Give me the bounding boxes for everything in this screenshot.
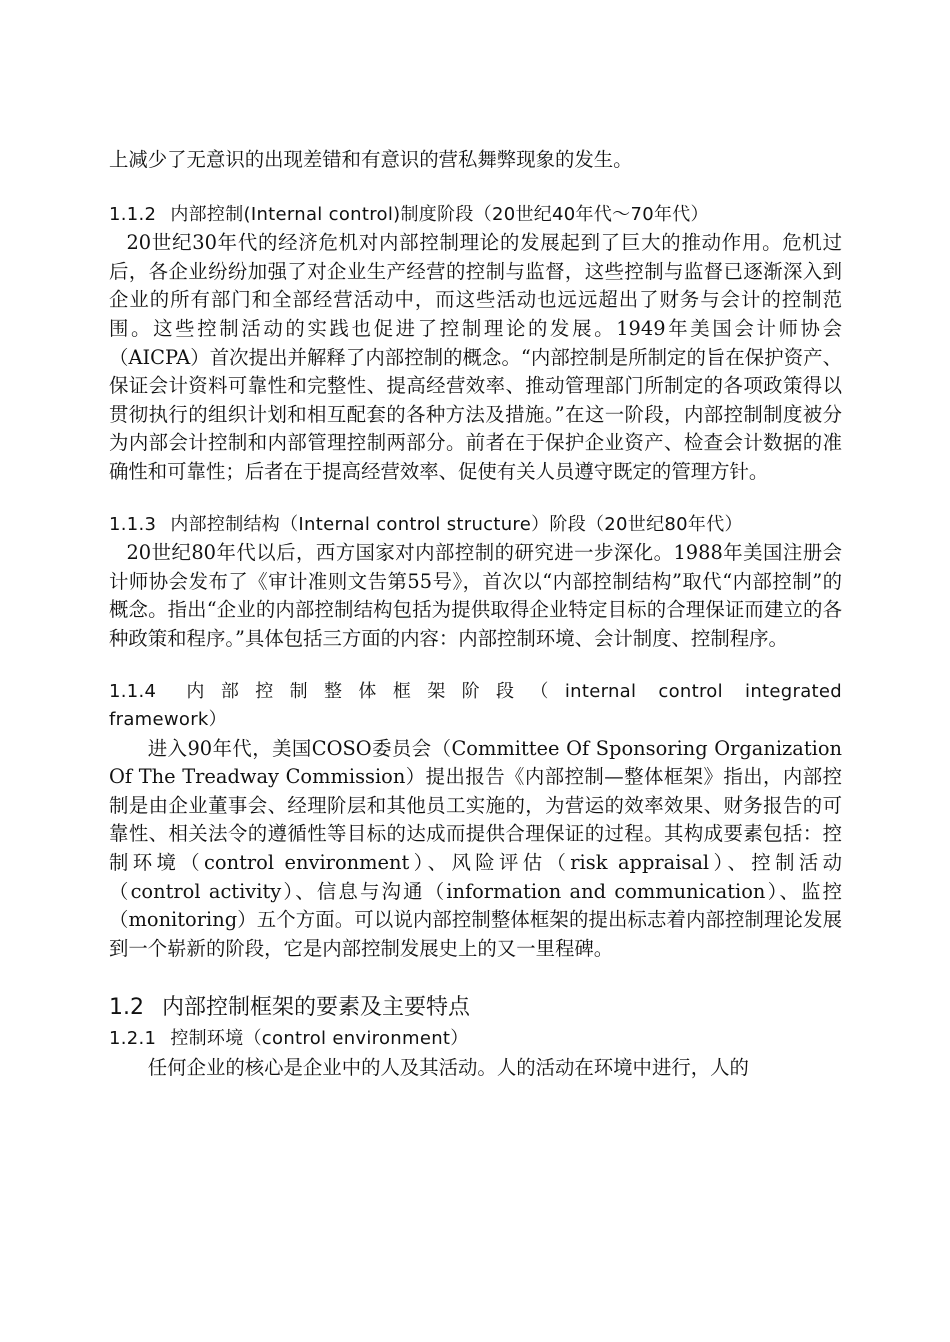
section-title: 内部控制(Internal control)制度阶段（20世纪40年代～70年代）	[170, 203, 709, 225]
section-body-1-1-4: 进入90年代，美国COSO委员会（Committee Of Sponsoring Organization Of The Treadway Commission）提出报告《内部控制—整体框架》指出，内部控制是由企业董事会、经理阶层和其他员工实施的，为营运的效率效果、财务报告的可靠性、相关法令的遵循性等目标的达成而提供合理保证的过程。其构成要素包括：控制环境（control environment）、风险评估（risk appraisal）、控制活动（control activity）、信息与沟通（information and communication）、监控（monitoring）五个方面。可以说内部控制整体框架的提出标志着内部控制理论发展到一个崭新的阶段，它是内部控制发展史上的又一里程碑。	[109, 736, 842, 960]
section-heading-1-1-4	[109, 678, 842, 735]
section-heading-1-1-3	[109, 511, 842, 540]
continuation-paragraph: 上减少了无意识的出现差错和有意识的营私舞弊现象的发生。	[109, 148, 633, 171]
section-body-1-1-2: 20世纪30年代的经济危机对内部控制理论的发展起到了巨大的推动作用。危机过后，各企业纷纷加强了对企业生产经营的控制与监督，这些控制与监督已逐渐深入到企业的所有部门和全部经营活动中，而这些活动也远远超出了财务与会计的控制范围。这些控制活动的实践也促进了控制理论的发展。1949年美国会计师协会（AICPA）首次提出并解释了内部控制的概念。“内部控制是所制定的旨在保护资产、保证会计资料可靠性和完整性、提高经营效率、推动管理部门所制定的各项政策得以贯彻执行的组织计划和相互配套的各种方法及措施。”在这一阶段，内部控制制度被分为内部会计控制和内部管理控制两部分。前者在于保护企业资产、检查会计数据的准确性和可靠性；后者在于提高经营效率、促使有关人员遵守既定的管理方针。	[109, 231, 842, 483]
section-title-line2: framework）	[109, 709, 227, 731]
page-content	[109, 146, 842, 1083]
section-body-1-1-3: 20世纪80年代以后，西方国家对内部控制的研究进一步深化。1988年美国注册会计师协会发布了《审计准则文告第55号》，首次以“内部控制结构”取代“内部控制”的概念。指出“企业的内部控制结构包括为提供取得企业特定目标的合理保证而建立的各种政策和程序。”具体包括三方面的内容：内部控制环境、会计制度、控制程序。	[109, 541, 842, 650]
section-title: 内部控制框架的要素及主要特点	[162, 995, 471, 1021]
section-heading-1-1-2	[109, 201, 842, 230]
section-number: 1.2.1	[109, 1028, 157, 1050]
section-number: 1.1.3	[109, 513, 157, 535]
section-body-1-2-1: 任何企业的核心是企业中的人及其活动。人的活动在环境中进行，人的	[147, 1056, 749, 1080]
section-number: 1.1.4	[109, 680, 157, 702]
section-title: 内部控制结构（Internal control structure）阶段（20世纪80年代）	[170, 513, 743, 535]
section-title: 控制环境（control environment）	[170, 1028, 469, 1050]
section-number: 1.1.2	[109, 203, 157, 225]
section-heading-1-2	[109, 991, 842, 1025]
section-number: 1.2	[109, 995, 144, 1021]
section-title-line1: 内部控制整体框架阶段（internal control integrated	[170, 680, 842, 702]
section-heading-1-2-1	[109, 1025, 842, 1054]
